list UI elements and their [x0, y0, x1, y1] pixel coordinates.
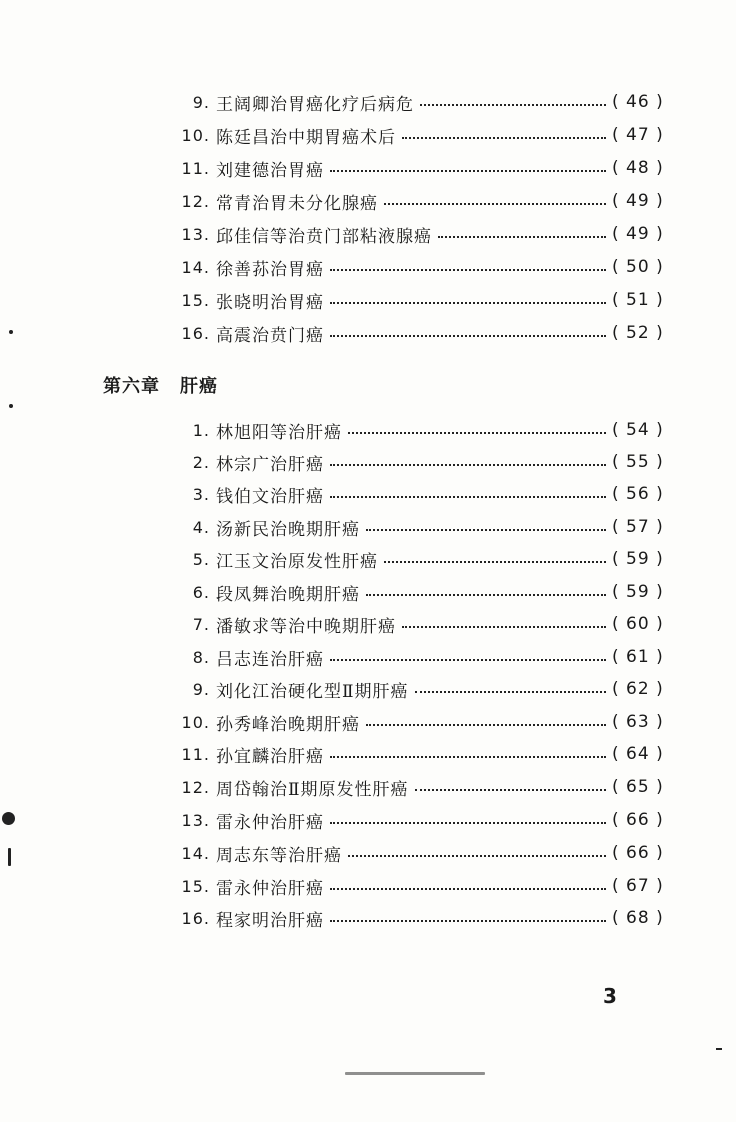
toc-entry [160, 545, 670, 573]
dot-leader [348, 855, 606, 857]
entry-number: 2. [192, 452, 210, 472]
entry-page: ( 66 ) [612, 843, 664, 863]
entry-number: 10. [181, 712, 210, 732]
entry-page: ( 57 ) [612, 517, 664, 537]
dot-leader [330, 269, 606, 271]
entry-title: 林旭阳等治肝癌 [216, 422, 342, 443]
entry-title: 钱伯文治肝癌 [216, 486, 324, 507]
dot-leader [330, 920, 606, 922]
toc-entry [160, 286, 670, 314]
chapter-label: 第六章 [103, 376, 160, 397]
dot-leader [415, 691, 606, 693]
entry-page: ( 47 ) [612, 125, 664, 145]
toc-entry [160, 253, 670, 281]
entry-number: 13. [181, 810, 210, 830]
dot-leader [420, 104, 606, 106]
entry-number: 12. [181, 777, 210, 797]
entry-number: 14. [181, 257, 210, 277]
toc-entry [160, 480, 670, 508]
entry-number: 13. [181, 224, 210, 244]
entry-title: 雷永仲治肝癌 [216, 812, 324, 833]
entry-page: ( 68 ) [612, 908, 664, 928]
chapter-heading [103, 372, 218, 398]
dot-leader [330, 170, 606, 172]
dot-leader [330, 302, 606, 304]
entry-title: 吕志连治肝癌 [216, 649, 324, 670]
entry-title: 陈廷昌治中期胃癌术后 [216, 127, 396, 148]
toc-entry [160, 773, 670, 801]
entry-title: 周志东等治肝癌 [216, 845, 342, 866]
dot-leader [366, 724, 606, 726]
dot-leader [330, 659, 606, 661]
entry-title: 江玉文治原发性肝癌 [216, 551, 378, 572]
entry-page: ( 50 ) [612, 257, 664, 277]
scan-speck [8, 848, 11, 866]
entry-page: ( 65 ) [612, 777, 664, 797]
entry-title: 徐善荪治胃癌 [216, 259, 324, 280]
entry-title: 常青治胃未分化腺癌 [216, 193, 378, 214]
entry-title: 段凤舞治晚期肝癌 [216, 584, 360, 605]
entry-number: 1. [192, 420, 210, 440]
page-number: 3 [603, 984, 617, 1008]
entry-page: ( 60 ) [612, 614, 664, 634]
entry-title: 刘化江治硬化型Ⅱ期肝癌 [216, 681, 409, 702]
toc-entry [160, 121, 670, 149]
entry-title: 孙宜麟治肝癌 [216, 746, 324, 767]
toc-entry [160, 513, 670, 541]
entry-title: 刘建德治胃癌 [216, 160, 324, 181]
dot-leader [438, 236, 606, 238]
dot-leader [348, 432, 606, 434]
entry-page: ( 51 ) [612, 290, 664, 310]
entry-page: ( 54 ) [612, 420, 664, 440]
toc-entry [160, 708, 670, 736]
scan-speck [345, 1072, 485, 1075]
entry-title: 潘敏求等治中晚期肝癌 [216, 616, 396, 637]
entry-page: ( 52 ) [612, 323, 664, 343]
toc-entry [160, 578, 670, 606]
toc-entry [160, 675, 670, 703]
dot-leader [402, 137, 606, 139]
entry-page: ( 49 ) [612, 224, 664, 244]
entry-title: 雷永仲治肝癌 [216, 878, 324, 899]
entry-number: 15. [181, 876, 210, 896]
toc-entry [160, 187, 670, 215]
chapter-name: 肝癌 [180, 376, 218, 397]
entry-number: 15. [181, 290, 210, 310]
toc-entry [160, 220, 670, 248]
toc-entry [160, 319, 670, 347]
entry-page: ( 63 ) [612, 712, 664, 732]
dot-leader [384, 561, 606, 563]
entry-number: 9. [192, 92, 210, 112]
toc-entry [160, 88, 670, 116]
entry-number: 16. [181, 908, 210, 928]
entry-number: 16. [181, 323, 210, 343]
toc-entry [160, 806, 670, 834]
entry-number: 7. [192, 614, 210, 634]
scan-speck [9, 330, 13, 334]
dot-leader [402, 626, 606, 628]
entry-title: 邱佳信等治贲门部粘液腺癌 [216, 226, 432, 247]
entry-page: ( 59 ) [612, 549, 664, 569]
scan-speck [716, 1048, 722, 1050]
entry-title: 王阔卿治胃癌化疗后病危 [216, 94, 414, 115]
toc-entry [160, 740, 670, 768]
entry-number: 11. [181, 158, 210, 178]
binding-hole-mark [2, 812, 15, 825]
dot-leader [384, 203, 606, 205]
dot-leader [366, 529, 606, 531]
scan-speck [9, 404, 13, 408]
entry-title: 高震治贲门癌 [216, 325, 324, 346]
entry-page: ( 59 ) [612, 582, 664, 602]
entry-number: 8. [192, 647, 210, 667]
entry-page: ( 66 ) [612, 810, 664, 830]
toc-entry [160, 154, 670, 182]
entry-number: 4. [192, 517, 210, 537]
entry-page: ( 64 ) [612, 744, 664, 764]
dot-leader [330, 335, 606, 337]
entry-title: 汤新民治晚期肝癌 [216, 519, 360, 540]
dot-leader [330, 756, 606, 758]
entry-number: 9. [192, 679, 210, 699]
dot-leader [366, 594, 606, 596]
entry-number: 10. [181, 125, 210, 145]
entry-title: 张晓明治胃癌 [216, 292, 324, 313]
entry-number: 5. [192, 549, 210, 569]
entry-page: ( 48 ) [612, 158, 664, 178]
toc-entry [160, 872, 670, 900]
entry-page: ( 62 ) [612, 679, 664, 699]
entry-number: 3. [192, 484, 210, 504]
entry-title: 孙秀峰治晚期肝癌 [216, 714, 360, 735]
entry-page: ( 46 ) [612, 92, 664, 112]
entry-title: 程家明治肝癌 [216, 910, 324, 931]
dot-leader [330, 888, 606, 890]
toc-entry [160, 904, 670, 932]
dot-leader [415, 789, 606, 791]
toc-entry [160, 416, 670, 444]
entry-title: 周岱翰治Ⅱ期原发性肝癌 [216, 779, 409, 800]
entry-number: 14. [181, 843, 210, 863]
dot-leader [330, 496, 606, 498]
dot-leader [330, 822, 606, 824]
entry-number: 11. [181, 744, 210, 764]
toc-entry [160, 610, 670, 638]
toc-entry [160, 839, 670, 867]
entry-page: ( 55 ) [612, 452, 664, 472]
toc-entry [160, 448, 670, 476]
entry-page: ( 56 ) [612, 484, 664, 504]
entry-number: 12. [181, 191, 210, 211]
entry-page: ( 49 ) [612, 191, 664, 211]
entry-page: ( 67 ) [612, 876, 664, 896]
entry-title: 林宗广治肝癌 [216, 454, 324, 475]
dot-leader [330, 464, 606, 466]
entry-page: ( 61 ) [612, 647, 664, 667]
toc-entry [160, 643, 670, 671]
entry-number: 6. [192, 582, 210, 602]
